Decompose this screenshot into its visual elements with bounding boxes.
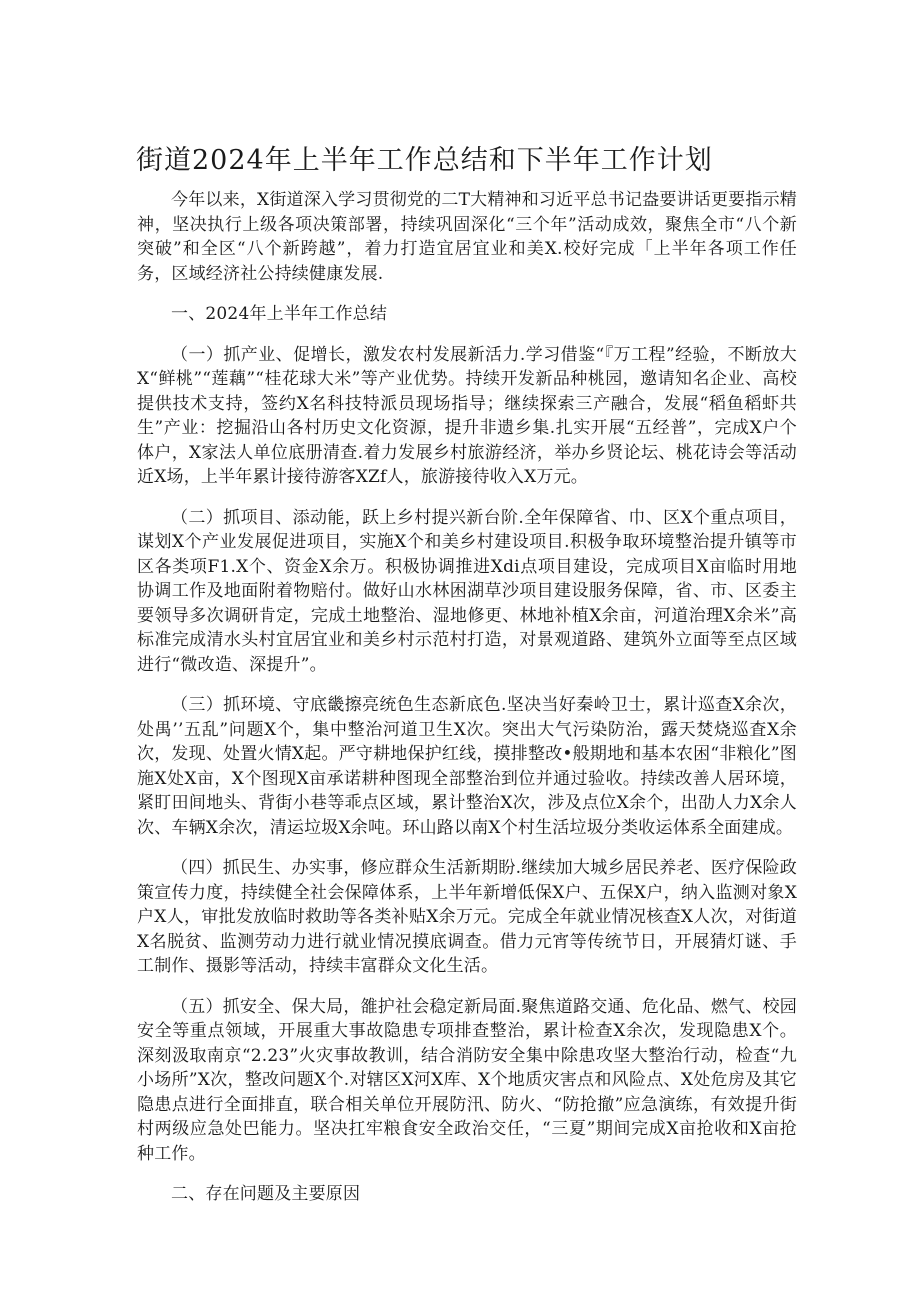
section-heading-2: 二、存在问题及主要原因 — [171, 1184, 361, 1204]
work-item-3: （三）抓环境、守底畿擦亮统色生态新底色.坚决当好秦岭卫士，累计巡查X余次，处禺’’五乱”问题X个，集中整治河道卫生X次。突出大气污染防治，露天焚烧巡査X余次，发现、处置火情X起。严守耕地保护红线，摸排整改•般期地和基本农困“非粮化”图施X处X亩，X个图现X亩承诺耕种图现全部整治到位并通过验收。持续改善人居环境，紧盯田间地头、背街小巷等乖点区域，累计整治X次，涉及点位X余个，出劭人力X余人次、车辆X余次，清运垃圾X余吨。环山路以南X个村生活垃圾分类收运体系全面建成。 — [137, 695, 797, 838]
document-body — [137, 188, 797, 1223]
work-item-4: （四）抓民生、办实事，修应群众生活新期盼.继续加大城乡居民养老、医疗保险政策宣传力度，持续健全社会保障体系，上半年新增低保X户、五保X户，纳入监测对象X户X人，审批发放临时救助等各类补贴X余万元。完成全年就业情况核查X人次，对街道X名脱贫、监测劳动力进行就业情况摸底调查。借力元宵等传统节日，开展猜灯谜、手工制作、摄影等活动，持续丰富群众文化生活。 — [137, 858, 797, 976]
work-item-2: （二）抓项目、添动能，跃上乡村提兴新台阶.全年保障省、巾、区X个重点项目，谋划X个产业发展促进项目，实施X个和美乡村建设项目.积极争取环境整治提升镇等市区各类项F1.X个、资金X余万。积极协调推进Xdi点项目建设，完成项目X亩临时用地协调工作及地面附着物赔付。做好山水林困湖草沙项目建设服务保障，省、市、区委主要领导多次调研肯定，完成土地整治、湿地修更、林地补植X余亩，河道治理X余米”高标准完成清水头村宜居宜业和美乡村示范村打造，对景观道路、建筑外立面等至点区域进行“微改造、深提升”。 — [137, 507, 797, 675]
section-heading-1: 一、2024年上半年工作总结 — [171, 304, 388, 324]
work-item-1: （一）抓产业、促增长，激发农村发展新活力.学习借鉴“『万工程”经验，不断放大X“鲜桃”“莲藕”“桂花球大米”等产业优势。持续开发新品种桃园，邀请知名企业、高校提供技术支持，签约X名科技特派员现场指导；继续探索三产融合，发展“稻鱼稻虾共生”产业：挖掘沿山各村历史文化资源，提升非遗乡集.扎实开展“五经普”，完成X户个体户，X家法人单位底册清查.着力发展乡村旅游经济，举办乡贤论坛、桃花诗会等活动近X场，上半年累计接待游客XZf人，旅游接待收入X万元。 — [137, 344, 797, 487]
work-item-5: （五）抓安全、保大局，雒护社会稳定新局面.聚焦道路交通、危化品、燃气、校园安全等重点领域，开展重大事故隐患专项排查整治，累计检查X余次，发现隐患X个。深刻汲取南京“2.23”火灾事故教训，结合消防安全集中除患攻坚大整治行动，检查“九小场所”X次，整改问题X个.对辖区X河X库、X个地质灾害点和风险点、X处危房及其它隐患点进行全面排直，联合相关单位开展防汛、防火、“防抢撤”应急演练，有效提升街村两级应急处巴能力。坚决扛牢粮食安全政治交任，“三夏”期间完成X亩抢收和X亩抢种工作。 — [137, 996, 797, 1164]
intro-paragraph: 今年以来，X街道深入学习贯彻党的二T大精神和习近平总书记盎要讲话更要指示精神，坚决执行上级各项决策部署，持续巩固深化“三个年”活动成效，聚焦全市“八个新突破”和全区“八个新跨越”，着力打造宜居宜业和美X.校好完成「上半年各项工作任务，区域经济社公持续健康发展. — [137, 190, 797, 284]
document-title: 街道2024年上半年工作总结和下半年工作计划 — [136, 145, 713, 176]
